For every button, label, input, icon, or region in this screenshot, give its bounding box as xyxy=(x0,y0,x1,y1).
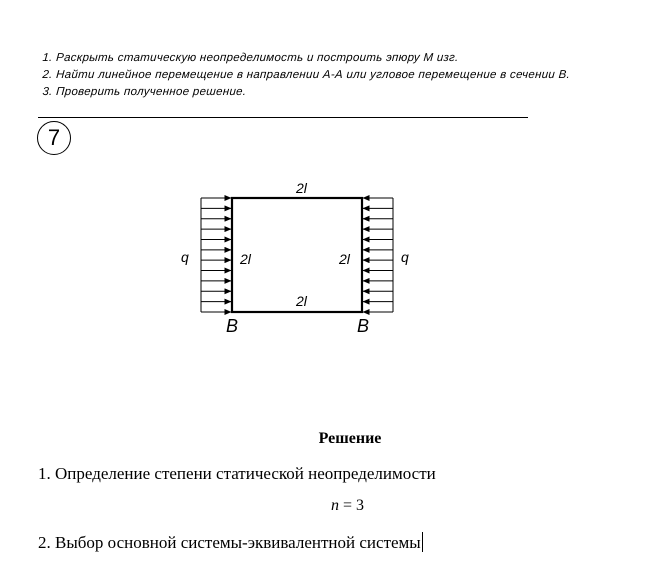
formula-value: = 3 xyxy=(339,497,365,514)
top-length-label: 2l xyxy=(296,180,307,196)
solution-heading: Решение xyxy=(318,430,382,447)
bottom-length-label: 2l xyxy=(296,293,307,309)
step-2-label: 2. Выбор основной системы-эквивалентной системы xyxy=(38,533,421,552)
left-support-label: B xyxy=(226,316,239,336)
left-height-label: 2l xyxy=(240,251,251,267)
right-distributed-load xyxy=(363,198,393,312)
right-height-label: 2l xyxy=(339,251,350,267)
step-1-text: 1. Определение степени статической неопределимости xyxy=(38,464,436,483)
left-load-label: q xyxy=(181,249,189,265)
text-cursor xyxy=(422,532,423,552)
task-1: 1. Раскрыть статическую неопределимость и построить эпюру М изг. xyxy=(42,52,460,64)
step-2-text xyxy=(38,532,423,553)
formula-variable: n xyxy=(331,497,339,514)
task-3: 3. Проверить полученное решение. xyxy=(42,86,247,98)
right-load-label: q xyxy=(401,249,409,265)
left-distributed-load xyxy=(201,198,231,312)
right-support-label: B xyxy=(357,316,370,336)
task-2: 2. Найти линейное перемещение в направлении А-А или угловое перемещение в сечении В. xyxy=(42,69,571,81)
formula xyxy=(331,497,364,515)
variant-number-badge: 7 xyxy=(37,121,71,155)
